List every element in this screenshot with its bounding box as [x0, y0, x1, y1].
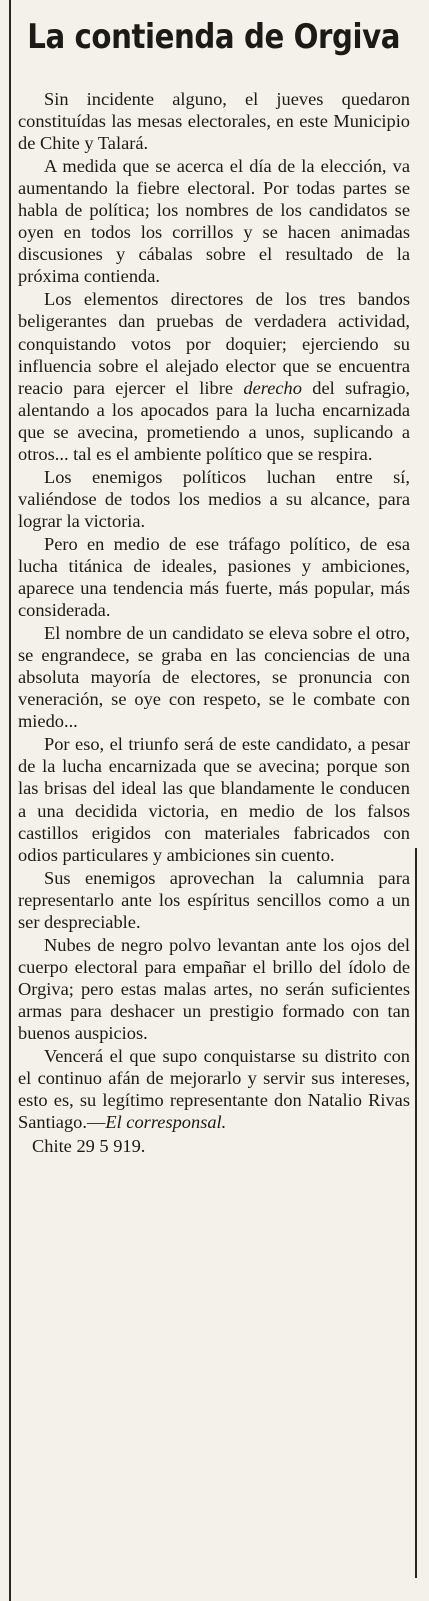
article-body: [18, 88, 410, 1133]
signature: El corresponsal.: [105, 1112, 227, 1133]
article-title: La contienda de Orgiva: [27, 17, 401, 57]
paragraph-10-text: Vencerá el que supo conquistarse su distrito con el continuo afán de mejorarlo y servir sus intereses, esto es, su legítimo representante don Natalio Rivas Santiago.—: [18, 1046, 410, 1133]
column-rule-left: [9, 0, 11, 1601]
paragraph-3-text: Los elementos directores de los tres bandos beligerantes dan pruebas de verdadera actividad, conquistando votos por doquier; ejerciendo su influencia sobre el alejado elector que se encuentra reacio para ejercer el libre: [18, 289, 410, 398]
paragraph-3-rest: del sufragio, alentando a los apocados para la lucha encarnizada que se avecina, prometiendo a unos, suplicando a otros... tal es el ambiente político que se respira.: [18, 377, 410, 464]
paragraph-6: El nombre de un candidato se eleva sobre el otro, se engrandece, se graba en las conciencias de una absoluta mayoría de electores, se pronuncia con veneración, se oye con respeto, se le combate con miedo...: [18, 623, 410, 732]
article-column: [18, 0, 410, 1157]
paragraph-9: Nubes de negro polvo levantan ante los ojos del cuerpo electoral para empañar el brillo del ídolo de Orgiva; pero estas malas artes, no serán suficientes armas para deshacer un prestigio formado con tan buenos auspicios.: [18, 934, 410, 1043]
paragraph-10: [18, 1045, 410, 1133]
paragraph-5: Pero en medio de ese tráfago político, de esa lucha titánica de ideales, pasiones y ambiciones, aparece una tendencia más fuerte, más popular, más considerada.: [18, 533, 410, 621]
paragraph-1: Sin incidente alguno, el jueves quedaron constituídas las mesas electorales, en este Municipio de Chite y Talará.: [18, 89, 410, 154]
paragraph-2: A medida que se acerca el día de la elección, va aumentando la fiebre electoral. Por todas partes se habla de política; los nombres de los candidatos se oyen en todos los corrillos y se hacen animadas discusiones y cábalas sobre el resultado de la próxima contienda.: [18, 156, 410, 287]
paragraph-4: Los enemigos políticos luchan entre sí, valiéndose de todos los medios a su alcance, para lograr la victoria.: [18, 466, 410, 531]
paragraph-8: Sus enemigos aprovechan la calumnia para representarlo ante los espíritus sencillos como a un ser despreciable.: [18, 867, 410, 932]
paragraph-3: [18, 288, 410, 464]
dateline: Chite 29 5 919.: [32, 1136, 146, 1157]
column-rule-right: [415, 848, 417, 1578]
paragraph-7: Por eso, el triunfo será de este candidato, a pesar de la lucha encarnizada que se avecina; porque son las brisas del ideal las que blandamente le conducen a una decidida victoria, en medio de los falsos castillos erigidos con materiales fabricados con odios particulares y ambiciones sin cuento.: [18, 734, 410, 865]
paragraph-3-italic: derecho: [243, 377, 302, 398]
